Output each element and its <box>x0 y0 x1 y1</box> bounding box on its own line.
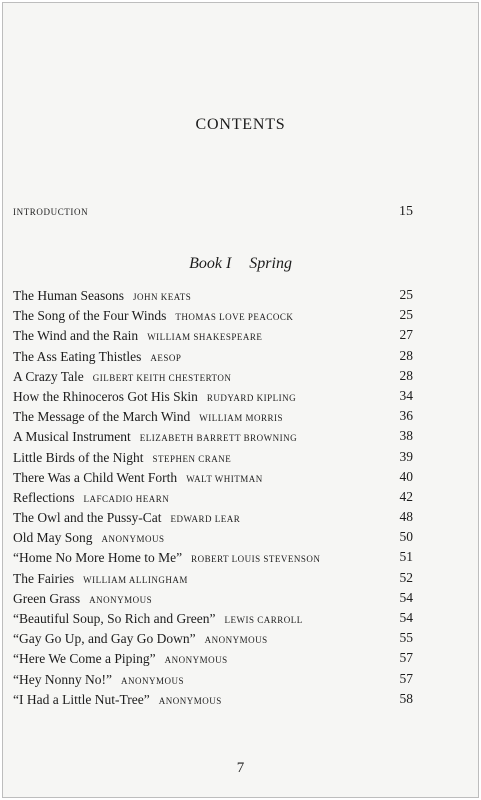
toc-entry <box>13 671 413 691</box>
entry-page-number: 40 <box>399 468 413 484</box>
entry-author: WALT WHITMAN <box>186 473 263 484</box>
entry-title: “Beautiful Soup, So Rich and Green” <box>13 611 216 626</box>
introduction-page-number: 15 <box>399 204 413 219</box>
entry-page-number: 42 <box>399 488 413 504</box>
entry-page-number: 54 <box>399 610 413 625</box>
toc-entry <box>13 287 413 307</box>
toc-entry <box>13 509 413 529</box>
toc-entry <box>13 348 413 368</box>
entry-page-number: 55 <box>399 630 413 646</box>
entry-title: The Message of the March Wind <box>13 409 191 425</box>
entry-page-number: 52 <box>399 569 413 585</box>
entry-page-number: 58 <box>399 690 413 706</box>
entry-title: “I Had a Little Nut-Tree” <box>13 691 150 707</box>
entry-author: ROBERT LOUIS STEVENSON <box>191 554 321 565</box>
entry-title: The Song of the Four Winds <box>13 308 167 324</box>
book-label: Book I <box>189 255 232 272</box>
entry-author: AESOP <box>150 352 182 363</box>
toc-entry <box>13 529 413 549</box>
toc-entry <box>13 610 413 630</box>
entry-author: THOMAS LOVE PEACOCK <box>175 312 294 323</box>
toc-entry <box>13 549 413 569</box>
entry-title: A Crazy Tale <box>13 368 84 384</box>
entry-page-number: 25 <box>399 287 413 302</box>
entry-title: “Home No More Home to Me” <box>13 550 183 566</box>
entry-title: A Musical Instrument <box>13 429 131 445</box>
entry-author: ANONYMOUS <box>101 534 165 545</box>
entry-author: ANONYMOUS <box>204 635 268 646</box>
entry-author: ELIZABETH BARRETT BROWNING <box>139 433 298 444</box>
entry-author: WILLIAM MORRIS <box>199 413 284 424</box>
entry-author: ANONYMOUS <box>164 655 228 666</box>
entry-page-number: 57 <box>399 670 413 686</box>
entry-page-number: 25 <box>399 307 413 323</box>
introduction-label: INTRODUCTION <box>13 207 89 217</box>
contents-list <box>13 287 413 711</box>
entry-page-number: 28 <box>399 347 413 363</box>
entry-author: LAFCADIO HEARN <box>83 493 170 504</box>
entry-page-number: 50 <box>399 529 413 545</box>
entry-author: LEWIS CARROLL <box>224 615 303 625</box>
entry-title: “Gay Go Up, and Gay Go Down” <box>13 631 196 647</box>
entry-author: STEPHEN CRANE <box>152 453 232 464</box>
toc-entry <box>13 630 413 650</box>
entry-title: “Here We Come a Piping” <box>13 651 156 667</box>
toc-entry <box>13 590 413 610</box>
entry-author: ANONYMOUS <box>89 594 153 605</box>
entry-title: Reflections <box>13 489 75 505</box>
entry-author: JOHN KEATS <box>132 292 192 302</box>
entry-page-number: 39 <box>399 448 413 464</box>
entry-page-number: 57 <box>399 650 413 666</box>
entry-author: ANONYMOUS <box>158 695 222 706</box>
entry-author: GILBERT KEITH CHESTERTON <box>92 372 232 383</box>
entry-title: The Wind and the Rain <box>13 328 139 344</box>
page-number: 7 <box>236 760 245 776</box>
toc-entry <box>13 408 413 428</box>
entry-page-number: 28 <box>399 367 413 383</box>
entry-author: WILLIAM ALLINGHAM <box>83 574 188 585</box>
toc-entry <box>13 388 413 408</box>
entry-title: Green Grass <box>13 590 81 606</box>
entry-author: RUDYARD KIPLING <box>206 392 297 403</box>
book-section-heading <box>3 255 478 273</box>
toc-entry <box>13 691 413 711</box>
toc-entry <box>13 428 413 448</box>
entry-title: There Was a Child Went Forth <box>13 469 178 485</box>
book-season: Spring <box>249 255 292 272</box>
book-page <box>2 2 479 798</box>
toc-entry <box>13 449 413 469</box>
toc-entry <box>13 368 413 388</box>
entry-title: The Human Seasons <box>13 288 124 303</box>
toc-entry <box>13 650 413 670</box>
toc-entry <box>13 489 413 509</box>
entry-title: How the Rhinoceros Got His Skin <box>13 388 198 404</box>
entry-page-number: 51 <box>399 549 413 565</box>
entry-page-number: 27 <box>399 327 413 343</box>
entry-title: Old May Song <box>13 530 93 546</box>
entry-author: ANONYMOUS <box>120 675 184 686</box>
entry-title: The Ass Eating Thistles <box>13 348 142 364</box>
introduction-entry <box>13 204 413 220</box>
entry-page-number: 38 <box>399 428 413 444</box>
contents-heading: CONTENTS <box>195 116 286 133</box>
toc-entry <box>13 327 413 347</box>
entry-author: EDWARD LEAR <box>170 514 241 525</box>
toc-entry <box>13 570 413 590</box>
entry-title: Little Birds of the Night <box>13 449 144 465</box>
toc-entry <box>13 469 413 489</box>
entry-title: “Hey Nonny No!” <box>13 671 112 687</box>
entry-page-number: 36 <box>399 408 413 424</box>
entry-title: The Owl and the Pussy-Cat <box>13 510 162 526</box>
entry-page-number: 48 <box>399 509 413 525</box>
entry-title: The Fairies <box>13 570 75 586</box>
entry-author: WILLIAM SHAKESPEARE <box>147 332 263 343</box>
toc-entry <box>13 307 413 327</box>
entry-page-number: 34 <box>399 387 413 403</box>
entry-page-number: 54 <box>399 589 413 605</box>
